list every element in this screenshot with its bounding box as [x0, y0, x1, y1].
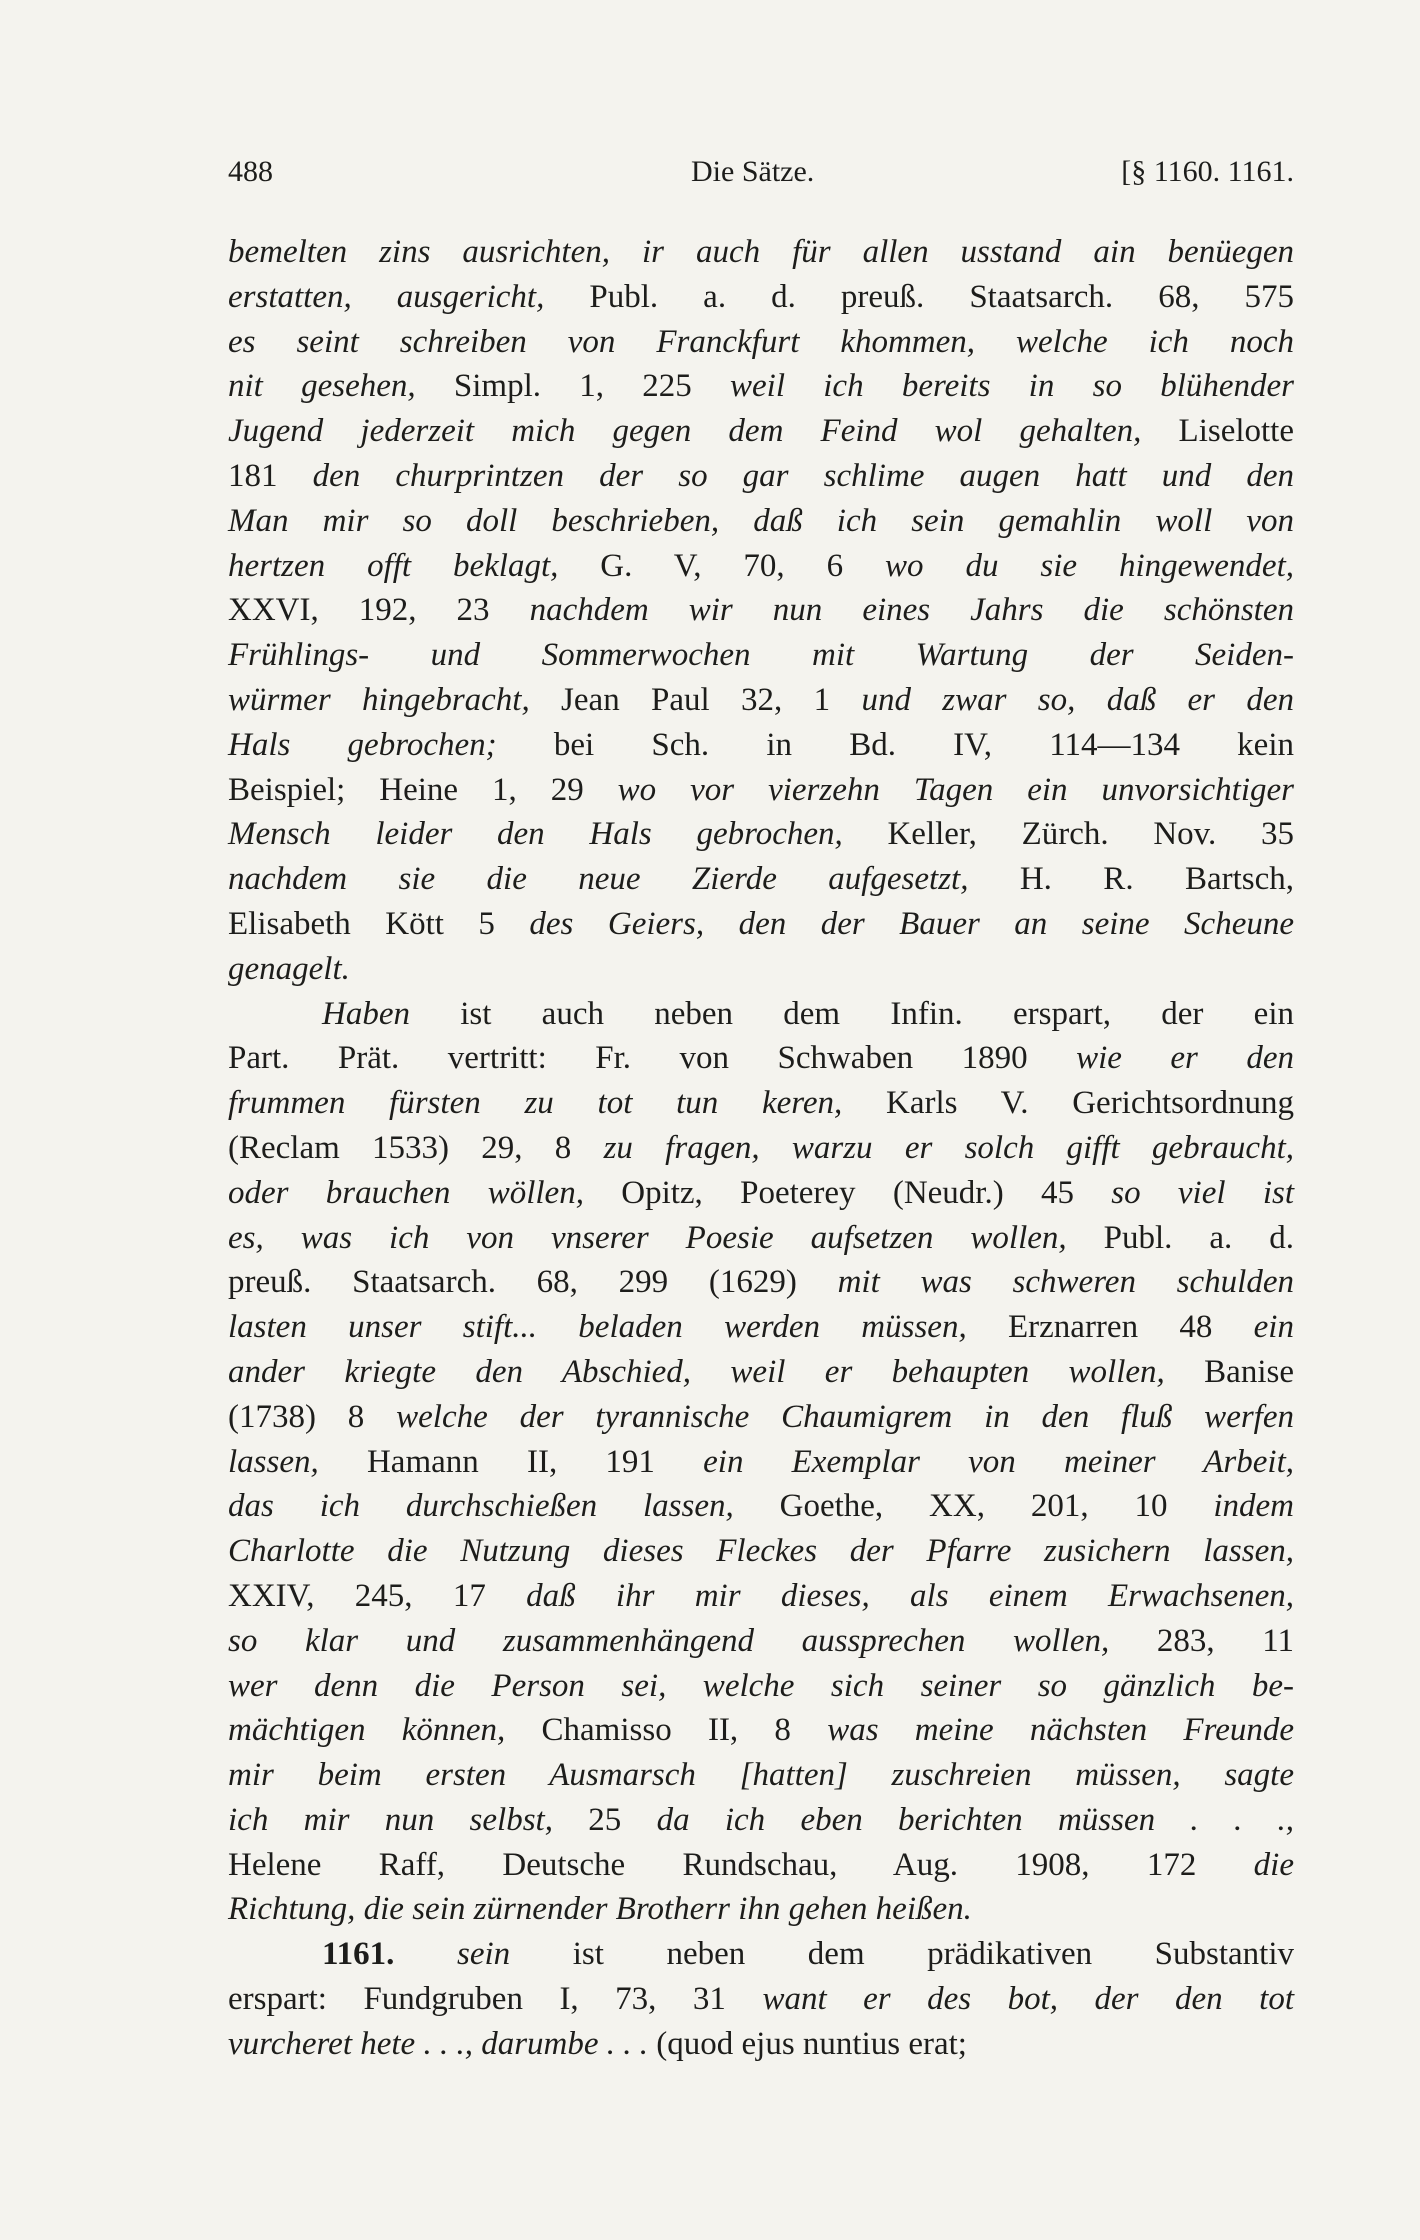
text-line — [228, 1977, 1294, 2022]
quotation: genagelt. — [228, 950, 350, 987]
quotation: hertzen offt beklagt, — [228, 547, 559, 584]
text-line — [228, 1574, 1294, 1619]
reference-text: H. R. Bartsch, — [968, 861, 1295, 898]
quotation: den churprintzen der so gar schlime augen hatt und den — [312, 457, 1294, 494]
quotation: lasten unser stift... beladen werden müssen, — [228, 1309, 967, 1346]
text-line — [228, 1350, 1294, 1395]
text-line — [228, 364, 1294, 409]
reference-text: Keller, Zürch. Nov. 35 — [842, 816, 1294, 853]
quotation: oder brauchen wöllen, — [228, 1174, 584, 1211]
quotation: weil ich bereits in so blühender — [730, 368, 1295, 405]
text-line — [228, 409, 1294, 454]
text-line — [228, 320, 1294, 365]
text-line — [228, 1305, 1294, 1350]
reference-text: (quod ejus nuntius erat; — [648, 2025, 967, 2062]
quotation: das ich durchschießen lassen, — [228, 1488, 734, 1525]
text-line — [228, 857, 1294, 902]
reference-text: Liselotte — [1141, 413, 1295, 450]
text-line — [228, 230, 1294, 275]
quotation: mächtigen können, — [228, 1712, 506, 1749]
quotation: erstatten, ausgericht, — [228, 278, 545, 315]
reference-text: ist auch neben dem Infin. erspart, der ein — [409, 995, 1294, 1032]
section-number: 1161. — [322, 1936, 395, 1973]
paragraph-1160-continuation — [228, 230, 1294, 992]
reference-text: 283, 11 — [1109, 1622, 1294, 1659]
text-line — [228, 768, 1294, 813]
quotation: bemelten zins ausrichten, ir auch für allen usstand ain benüegen — [228, 234, 1294, 270]
text-line — [228, 633, 1294, 678]
text-line — [228, 1843, 1294, 1888]
quotation: lassen, — [228, 1443, 319, 1480]
quotation: es, was ich von vnserer Poesie aufsetzen wollen, — [228, 1219, 1067, 1256]
quotation: und zwar so, daß er den — [861, 681, 1294, 718]
paragraph-1161 — [228, 1932, 1294, 2066]
reference-text: (1738) 8 — [228, 1398, 397, 1435]
text-line — [228, 992, 1294, 1037]
text-line — [228, 1932, 1294, 1977]
reference-text: G. V, 70, 6 — [558, 547, 886, 584]
quotation: ein Exemplar von meiner Arbeit, — [703, 1443, 1294, 1480]
reference-text: Simpl. 1, 225 — [415, 368, 731, 405]
text-line — [228, 1036, 1294, 1081]
reference-text: Goethe, XX, 201, 10 — [733, 1488, 1214, 1525]
reference-text: ist neben dem prädikativen Substantiv — [510, 1936, 1295, 1973]
paragraph-haben — [228, 992, 1294, 1933]
text-line — [228, 1484, 1294, 1529]
reference-text: Beispiel; Heine 1, 29 — [228, 771, 618, 808]
text-line — [228, 678, 1294, 723]
quotation: zu fragen, warzu er solch gifft gebraucht, — [603, 1129, 1294, 1166]
reference-text: Erznarren 48 — [966, 1309, 1254, 1346]
quotation: mit was schweren schulden — [837, 1264, 1294, 1301]
text-line — [228, 1081, 1294, 1126]
quotation: so klar und zusammenhängend aussprechen wollen, — [228, 1622, 1110, 1659]
text-line — [228, 588, 1294, 633]
text-line — [228, 1664, 1294, 1709]
quotation: es seint schreiben von Franckfurt khommen, welche ich noch — [228, 323, 1294, 360]
quotation: ein — [1253, 1309, 1294, 1346]
text-line — [228, 1887, 1294, 1932]
quotation: so viel ist — [1111, 1174, 1295, 1211]
reference-text: (Reclam 1533) 29, 8 — [228, 1129, 604, 1166]
reference-text: erspart: Fundgruben I, 73, 31 — [228, 1981, 763, 2018]
quotation: wer denn die Person sei, welche sich seiner so gänzlich be- — [228, 1667, 1294, 1704]
body-text — [228, 230, 1294, 2067]
quotation: frummen fürsten zu tot tun keren, — [228, 1085, 843, 1122]
reference-text: Opitz, Poeterey (Neudr.) 45 — [583, 1174, 1112, 1211]
reference-text: Jean Paul 32, 1 — [529, 681, 862, 718]
reference-text: Banise — [1164, 1353, 1294, 1390]
text-line — [228, 1753, 1294, 1798]
quotation: die — [1253, 1846, 1294, 1883]
quotation: daß ihr mir dieses, als einem Erwachsenen, — [526, 1577, 1294, 1614]
page-number: 488 — [228, 155, 273, 188]
quotation: Haben — [322, 995, 410, 1032]
reference-text: XXVI, 192, 23 — [228, 592, 530, 629]
text-line — [228, 544, 1294, 589]
quotation: wo vor vierzehn Tagen ein unvorsichtiger — [617, 771, 1294, 808]
text-line — [228, 1171, 1294, 1216]
quotation: wo du sie hingewendet, — [885, 547, 1294, 584]
quotation: da ich eben berichten müssen . . ., — [656, 1801, 1295, 1838]
quotation: nachdem sie die neue Zierde aufgesetzt, — [228, 861, 969, 898]
reference-text: Helene Raff, Deutsche Rundschau, Aug. 1908, 172 — [228, 1846, 1254, 1883]
text-line — [228, 1216, 1294, 1261]
reference-text: Chamisso II, 8 — [505, 1712, 828, 1749]
quotation: Charlotte die Nutzung dieses Fleckes der Pfarre zusichern lassen, — [228, 1533, 1294, 1570]
text-line — [228, 2022, 1294, 2067]
text-line — [228, 1798, 1294, 1843]
quotation: des Geiers, den der Bauer an seine Scheune — [529, 905, 1294, 942]
section-reference: [§ 1160. 1161. — [1121, 155, 1294, 188]
quotation: Hals gebrochen; — [228, 726, 497, 763]
text-line — [228, 275, 1294, 320]
reference-text: preuß. Staatsarch. 68, 299 (1629) — [228, 1264, 838, 1301]
reference-text: Part. Prät. vertritt: Fr. von Schwaben 1890 — [228, 1040, 1077, 1077]
text-line — [228, 1529, 1294, 1574]
running-header — [228, 150, 1294, 194]
text-line — [228, 947, 1294, 992]
text-line — [228, 499, 1294, 544]
quotation: Jugend jederzeit mich gegen dem Feind wol gehalten, — [228, 413, 1142, 450]
reference-text: Elisabeth Kött 5 — [228, 905, 530, 942]
quotation: nit gesehen, — [228, 368, 416, 405]
reference-text: bei Sch. in Bd. IV, 114—134 kein — [496, 726, 1295, 763]
quotation: Mensch leider den Hals gebrochen, — [228, 816, 843, 853]
reference-text — [394, 1936, 457, 1972]
quotation: sein — [457, 1936, 511, 1973]
reference-text: Hamann II, 191 — [318, 1443, 704, 1480]
quotation: ich mir nun selbst, — [228, 1801, 553, 1838]
reference-text: 181 — [228, 457, 313, 494]
quotation: nachdem wir nun eines Jahrs die schönsten — [529, 592, 1295, 629]
text-line — [228, 902, 1294, 947]
quotation: Frühlings- und Sommerwochen mit Wartung der Seiden- — [228, 637, 1294, 674]
quotation: was meine nächsten Freunde — [827, 1712, 1294, 1749]
text-line — [228, 454, 1294, 499]
quotation: würmer hingebracht, — [228, 681, 530, 718]
text-line — [228, 1619, 1294, 1664]
text-line — [228, 723, 1294, 768]
text-line — [228, 1395, 1294, 1440]
reference-text: 25 — [552, 1801, 657, 1838]
quotation: indem — [1213, 1488, 1294, 1525]
reference-text: Publ. a. d. — [1066, 1219, 1294, 1256]
reference-text: Karls V. Gerichtsordnung — [842, 1085, 1294, 1122]
text-line — [228, 1126, 1294, 1171]
quotation: welche der tyrannische Chaumigrem in den fluß werfen — [396, 1398, 1294, 1435]
quotation: Man mir so doll beschrieben, daß ich sein gemahlin woll von — [228, 502, 1294, 539]
running-title: Die Sätze. — [691, 155, 815, 188]
text-line — [228, 812, 1294, 857]
quotation: ander kriegte den Abschied, weil er behaupten wollen, — [228, 1353, 1165, 1390]
reference-text: XXIV, 245, 17 — [228, 1577, 527, 1614]
quotation: vurcheret hete . . ., darumbe . . . — [228, 2025, 649, 2062]
text-line — [228, 1260, 1294, 1305]
quotation: wie er den — [1076, 1040, 1294, 1077]
quotation: Richtung, die sein zürnender Brotherr ihn gehen heißen. — [228, 1891, 972, 1928]
quotation: want er des bot, der den tot — [762, 1981, 1294, 2018]
quotation: mir beim ersten Ausmarsch [hatten] zuschreien müssen, sagte — [228, 1757, 1294, 1794]
reference-text: Publ. a. d. preuß. Staatsarch. 68, 575 — [544, 278, 1294, 315]
text-line — [228, 1708, 1294, 1753]
text-line — [228, 1440, 1294, 1485]
